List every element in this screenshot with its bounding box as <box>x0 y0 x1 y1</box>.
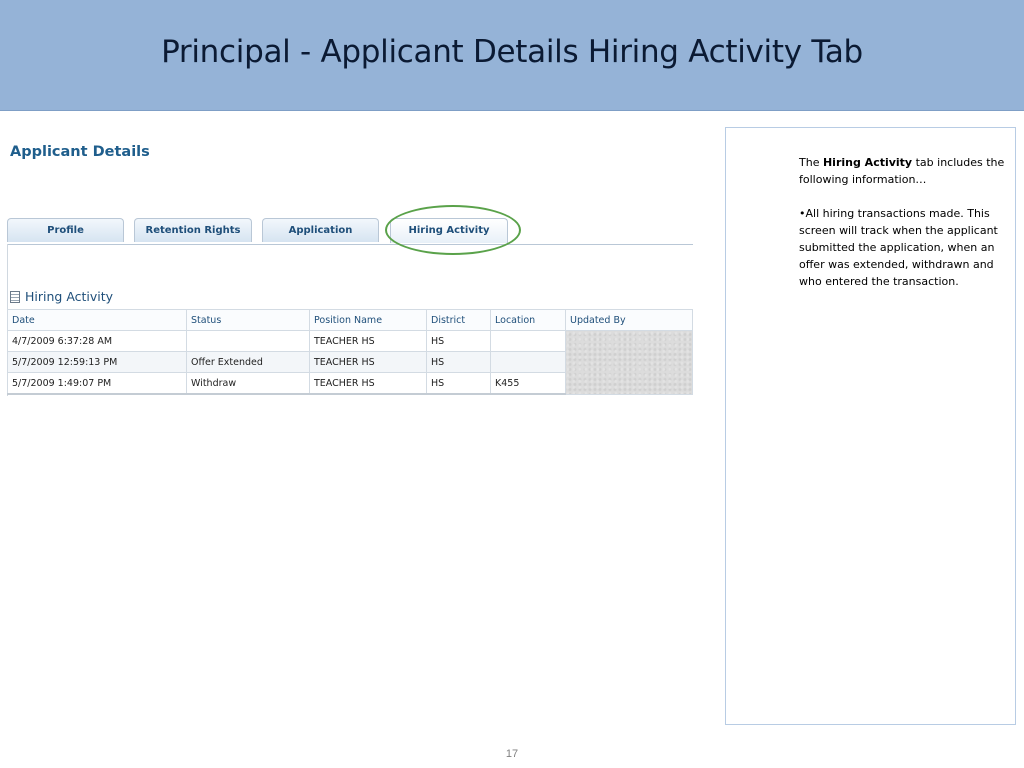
column-header-location[interactable]: Location <box>491 310 566 331</box>
cell-date: 5/7/2009 12:59:13 PM <box>8 352 187 373</box>
column-header-date[interactable]: Date <box>8 310 187 331</box>
cell-status <box>187 331 310 352</box>
notes-intro <box>799 154 1009 188</box>
cell-district: HS <box>427 352 491 373</box>
cell-location <box>491 352 566 373</box>
cell-position: TEACHER HS <box>310 331 427 352</box>
table-header-row <box>8 310 693 331</box>
hiring-activity-table <box>7 309 693 395</box>
cell-location <box>491 331 566 352</box>
cell-district: HS <box>427 331 491 352</box>
column-header-status[interactable]: Status <box>187 310 310 331</box>
column-header-district[interactable]: District <box>427 310 491 331</box>
notes-intro-prefix: The <box>799 156 823 169</box>
cell-date: 5/7/2009 1:49:07 PM <box>8 373 187 395</box>
notes-text <box>799 154 1009 307</box>
page-number: 17 <box>505 748 519 760</box>
document-icon <box>10 291 20 303</box>
cell-date: 4/7/2009 6:37:28 AM <box>8 331 187 352</box>
cell-position: TEACHER HS <box>310 352 427 373</box>
cell-status: Withdraw <box>187 373 310 395</box>
cell-status: Offer Extended <box>187 352 310 373</box>
column-header-position-name[interactable]: Position Name <box>310 310 427 331</box>
tab-hiring-activity[interactable]: Hiring Activity <box>390 218 508 243</box>
tab-application[interactable]: Application <box>262 218 379 242</box>
section-title-label: Hiring Activity <box>25 289 114 304</box>
cell-position: TEACHER HS <box>310 373 427 395</box>
notes-bullet: •All hiring transactions made. This screen will track when the applicant submitted the application, when an offer was extended, withdrawn and who entered the transaction. <box>799 207 998 288</box>
cell-updated-by-redacted <box>566 331 693 395</box>
hiring-activity-section-title <box>10 289 113 304</box>
tab-bar <box>7 218 693 245</box>
cell-location: K455 <box>491 373 566 395</box>
table-row <box>8 331 693 352</box>
tab-retention-rights[interactable]: Retention Rights <box>134 218 252 242</box>
notes-intro-suffix: tab includes the following information… <box>799 156 1005 186</box>
slide-title: Principal - Applicant Details Hiring Activity Tab <box>161 34 863 70</box>
cell-district: HS <box>427 373 491 395</box>
column-header-updated-by[interactable]: Updated By <box>566 310 693 331</box>
applicant-details-heading: Applicant Details <box>10 144 150 160</box>
tab-profile[interactable]: Profile <box>7 218 124 242</box>
notes-intro-bold: Hiring Activity <box>822 156 913 169</box>
